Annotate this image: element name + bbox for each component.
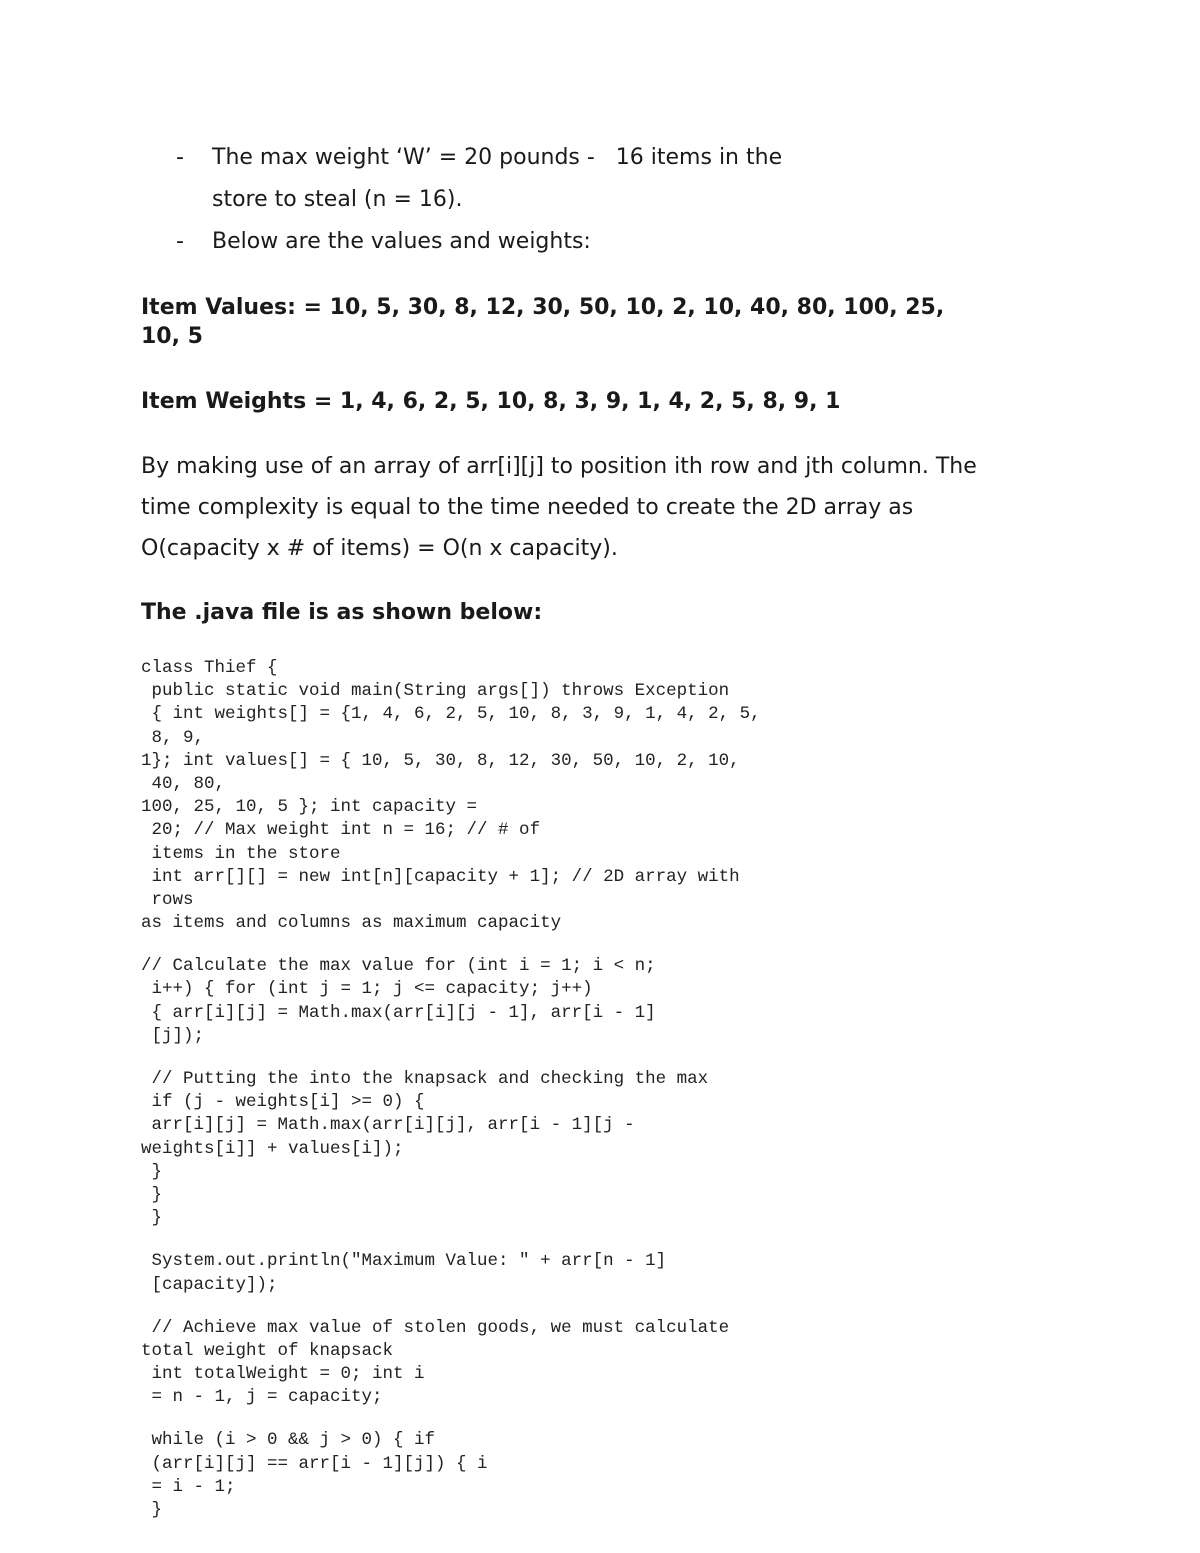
- bullet-marker: -: [176, 229, 184, 254]
- paragraph-line3: O(capacity x # of items) = O(n x capacity).: [141, 536, 618, 561]
- code-line: class Thief {: [141, 658, 278, 678]
- bullet-max-weight-line2: store to steal (n = 16).: [212, 187, 463, 212]
- code-line: items in the store: [141, 843, 341, 864]
- code-line: 20; // Max weight int n = 16; // # of: [141, 820, 541, 841]
- code-blank-line: [141, 935, 761, 955]
- code-line: // Putting the into the knapsack and checking the max: [141, 1069, 709, 1089]
- code-blank-line: [141, 1297, 761, 1317]
- code-blank-line: [141, 1409, 761, 1429]
- code-line: }: [141, 1500, 163, 1520]
- code-line: int arr[][] = new int[n][capacity + 1]; // 2D array with: [141, 866, 740, 887]
- code-line: }: [141, 1161, 163, 1182]
- code-line: as items and columns as maximum capacity: [141, 913, 562, 934]
- item-values-line1: Item Values: = 10, 5, 30, 8, 12, 30, 50, 10, 2, 10, 40, 80, 100, 25,: [141, 295, 945, 320]
- code-line: { int weights[] = {1, 4, 6, 2, 5, 10, 8, 3, 9, 1, 4, 2, 5,: [141, 704, 761, 725]
- code-blank-line: [141, 1048, 761, 1068]
- code-line: // Calculate the max value for (int i = 1; i < n;: [141, 956, 656, 977]
- item-weights: Item Weights = 1, 4, 6, 2, 5, 10, 8, 3, 9, 1, 4, 2, 5, 8, 9, 1: [141, 389, 841, 414]
- code-line: = n - 1, j = capacity;: [141, 1387, 383, 1408]
- bullet-marker: -: [176, 145, 184, 170]
- code-line: System.out.println("Maximum Value: " + arr[n - 1]: [141, 1251, 667, 1272]
- code-line: public static void main(String args[]) throws Exception: [141, 681, 730, 702]
- code-line: }: [141, 1184, 163, 1205]
- java-file-heading: The .java file is as shown below:: [141, 600, 543, 625]
- code-line: }: [141, 1208, 163, 1229]
- code-line: = i - 1;: [141, 1476, 236, 1497]
- item-values-line2: 10, 5: [141, 324, 203, 349]
- code-line: [capacity]);: [141, 1274, 278, 1295]
- code-line: i++) { for (int j = 1; j <= capacity; j++): [141, 979, 593, 1000]
- code-line: // Achieve max value of stolen goods, we must calculate: [141, 1317, 730, 1338]
- code-line: 8, 9,: [141, 727, 205, 748]
- code-blank-line: [141, 1230, 761, 1250]
- code-line: weights[i]] + values[i]);: [141, 1138, 404, 1159]
- code-line: arr[i][j] = Math.max(arr[i][j], arr[i - 1][j -: [141, 1115, 635, 1136]
- java-code-listing: [141, 657, 761, 1522]
- code-line: (arr[i][j] == arr[i - 1][j]) { i: [141, 1453, 488, 1474]
- code-line: while (i > 0 && j > 0) { if: [141, 1430, 436, 1451]
- code-line: total weight of knapsack: [141, 1340, 394, 1361]
- bullet-max-weight-line1: The max weight ‘W’ = 20 pounds - 16 items in the: [212, 145, 783, 170]
- bullet-values-weights: Below are the values and weights:: [212, 229, 591, 254]
- code-line: [j]);: [141, 1025, 205, 1046]
- code-line: 100, 25, 10, 5 }; int capacity =: [141, 797, 478, 818]
- code-line: 1}; int values[] = { 10, 5, 30, 8, 12, 30, 50, 10, 2, 10,: [141, 750, 740, 771]
- code-line: int totalWeight = 0; int i: [141, 1364, 425, 1385]
- paragraph-line2: time complexity is equal to the time needed to create the 2D array as: [141, 495, 914, 520]
- paragraph-line1: By making use of an array of arr[i][j] to position ith row and jth column. The: [141, 454, 977, 479]
- code-line: 40, 80,: [141, 773, 226, 794]
- code-line: { arr[i][j] = Math.max(arr[i][j - 1], arr[i - 1]: [141, 1002, 656, 1023]
- code-line: if (j - weights[i] >= 0) {: [141, 1092, 425, 1113]
- code-line: rows: [141, 889, 194, 910]
